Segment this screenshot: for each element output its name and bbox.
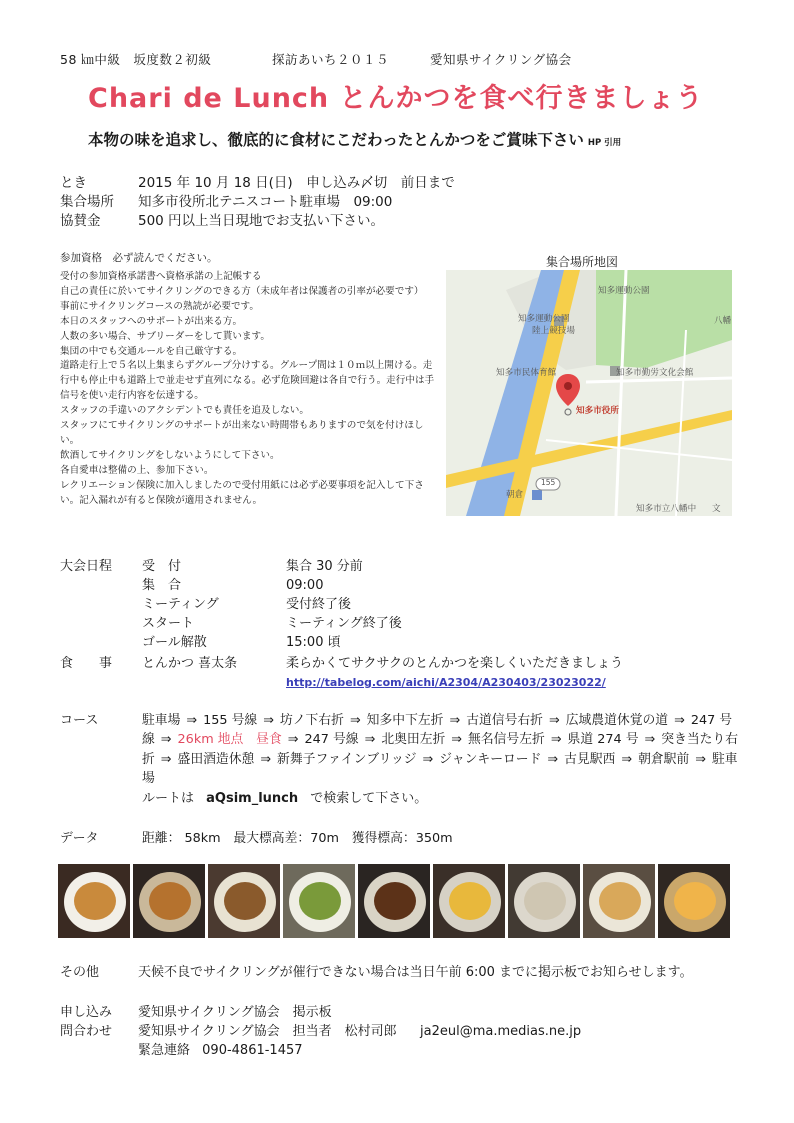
emergency-contact [138,1041,303,1060]
route-arrow-icon: ⇒ [260,751,272,767]
requirements-title: 参加資格 必ず読んでください。 [60,252,218,264]
food-shape [149,882,191,920]
course-stop: 県道 274 号 [567,732,639,748]
apply-label: 申し込み [60,1005,113,1020]
inquiry-contact: 愛知県サイクリング協会 担当者 松村司郎 [138,1024,397,1039]
requirement-item: レクリエーション保険に加入しましたので受付用紙には必ず必要事項を記入して下さい。記入漏れが有ると保険が適用されません。 [60,479,424,506]
schedule-detail: 受付終了後 [286,597,352,612]
info-value: 2015 年 10 月 18 日(日) 申し込み〆切 前日まで [138,175,455,191]
route-arrow-icon: ⇒ [364,732,376,748]
course-stop: 朝倉駅前 [638,751,690,767]
map-label-route: 155 [541,478,556,487]
other-label: その他 [60,965,100,980]
requirement-item: スタッフの手違いのアクシデントでも責任を追及しない。 [60,405,309,417]
subtitle-text: 本物の味を追求し、徹底的に食材にこだわったとんかつをご賞味下さい [88,131,584,149]
route-arrow-icon: ⇒ [160,732,172,748]
map-label-school: 知多市立八幡中 [636,504,697,514]
organizer: 愛知県サイクリング協会 [430,52,572,67]
route-prefix: ルートは [142,791,195,806]
map-label-station: 朝倉 [506,490,524,500]
emergency-label: 緊急連絡 [138,1043,191,1058]
requirement-item: 人数の多い場合、サブリーダーをして貰います。 [60,330,270,342]
food-photo-strip [58,864,730,938]
course-stop: 駐車場 [142,751,738,787]
egg-hamburg-photo [433,864,505,938]
meeting-place-map [446,270,732,516]
omelet-photo [658,864,730,938]
map-title: 集合場所地図 [546,255,619,269]
curry-bowl-photo [358,864,430,938]
map-label-city-hall: 知多市役所 [576,406,619,416]
route-arrow-icon: ⇒ [547,751,559,767]
route-arrow-icon: ⇒ [621,751,633,767]
map-graphic [446,270,732,516]
course-stop: 広域農道休覚の道 [565,713,669,728]
requirement-item: 本日のスタッフへのサポートが出来る方。 [60,315,243,327]
route-suffix: で検索して下さい。 [310,791,428,806]
requirement-item: スタッフにてサイクリングのサポートが出来ない時間帯もありますので気を付けほしい。 [60,420,424,446]
subtitle-source: HP 引用 [587,138,622,148]
map-label-stadium: 知多運動公園 [518,314,570,324]
info-fee [60,213,384,230]
course-stop: 北奥田左折 [381,732,446,748]
route-name: aQsim_lunch [206,791,299,806]
food-shape [524,882,566,920]
course-stop: 155 号線 [203,713,258,728]
contact-email[interactable]: ja2eul@ma.medias.ne.jp [420,1024,582,1039]
info-meeting-place [60,194,392,211]
schedule-detail: 集合 30 分前 [286,559,363,574]
food-shape [599,882,641,920]
food-shape [449,882,491,920]
event-series: 探訪あいち２０１５ [272,52,390,67]
schedule-detail: ミーティング終了後 [286,616,402,631]
route-arrow-icon: ⇒ [160,751,172,767]
apply-value: 愛知県サイクリング協会 掲示板 [138,1005,332,1020]
course-label: コース [60,713,99,728]
course-stats: 距離： 58km 最大標高差：70m 獲得標高：350m [142,831,453,846]
info-label: 協賛金 [60,213,101,229]
requirement-item: 各自愛車は整備の上、参加下さい。 [60,464,214,476]
route-arrow-icon: ⇒ [349,713,361,728]
gratin-photo [508,864,580,938]
map-label-stadium-2: 陸上競技場 [532,326,575,336]
katsu-plate-photo [58,864,130,938]
weather-notice: 天候不良でサイクリングが催行できない場合は当日午前 6:00 までに掲示板でお知らせします。 [138,965,693,980]
course-stop: 新舞子ファインブリッジ [277,751,417,767]
meal-place: とんかつ 喜太条 [142,656,238,671]
katsu-tray-photo [133,864,205,938]
info-value: 500 円以上当日現地でお支払い下さい。 [138,213,385,229]
food-shape [374,882,416,920]
route-search-hint [142,789,427,808]
event-level: 58 ㎞中級 坂度数２初級 [60,52,212,67]
info-value: 知多市役所北テニスコート駐車場 09:00 [138,194,393,210]
course-stop: 知多中下左折 [366,713,444,728]
schedule-detail: 15:00 頃 [286,635,341,650]
info-label: とき [60,175,87,191]
school-mark-icon: 文 [712,504,721,514]
data-label: データ [60,831,99,846]
requirement-item: 受付の参加資格承諾書へ資格承諾の上記帳する [60,271,262,282]
course-stop: 26km 地点 昼食 [177,732,282,748]
route-arrow-icon: ⇒ [674,713,685,728]
requirement-item: 道路走行上で５名以上集まらずグループ分けする。グループ間は１０ｍ以上開ける。走行中も停止中も道路上で並走せず直列になる。必ず危険回避は各自で行う。走行中は手信号を使い走行内容を伝達する。 [60,360,435,402]
schedule-detail: 09:00 [286,578,324,593]
food-shape [299,882,341,920]
course-stop: 247 号線 [142,713,733,748]
chicken-plate-photo [583,864,655,938]
meal-detail: 柔らかくてサクサクのとんかつを楽しくいただきましょう [286,656,623,671]
requirement-item: 事前にサイクリングコースの熟読が必要です。 [60,300,259,312]
inquiry-label: 問合わせ [60,1024,113,1039]
food-shape [74,882,116,920]
map-label-gym: 知多市民体育館 [496,368,557,378]
emergency-phone: 090-4861-1457 [202,1043,303,1058]
route-arrow-icon: ⇒ [550,732,562,748]
page-title: Chari de Lunch とんかつを食べ行きましょう [88,83,704,114]
route-arrow-icon: ⇒ [186,713,198,728]
meal-label: 食 事 [60,656,113,671]
schedule-item: 集 合 [142,578,182,593]
course-stop: ジャンキーロード [439,751,542,767]
route-arrow-icon: ⇒ [263,713,274,728]
food-shape [224,882,266,920]
salad-set-photo [283,864,355,938]
requirement-item: 飲酒してサイクリングをしないようにして下さい。 [60,449,280,461]
info-date [60,175,455,192]
course-stop: 古道信号右折 [466,713,543,728]
food-shape [674,882,716,920]
schedule-item: スタート [142,616,195,631]
requirement-item: 集団の中でも交通ルールを自己厳守する。 [60,345,243,357]
requirements-list [60,270,440,509]
info-label: 集合場所 [60,194,114,210]
schedule-item: ゴール解散 [142,635,207,650]
course-stop: 247 号線 [304,732,359,748]
course-stop: 盛田酒造休憩 [177,751,255,767]
route-arrow-icon: ⇒ [451,732,463,748]
course-stop: 古見駅西 [564,751,616,767]
course-stop: 突き当たり右折 [142,732,739,767]
schedule-item: 受 付 [142,559,182,574]
route-arrow-icon: ⇒ [287,732,299,748]
restaurant-link[interactable]: http://tabelog.com/aichi/A2304/A230403/23023022/ [286,676,606,689]
course-stop: 坊ノ下右折 [279,713,344,728]
schedule-label: 大会日程 [60,559,113,574]
route-arrow-icon: ⇒ [695,751,706,767]
map-label-edge: 八幡 [714,316,732,326]
course-stop: 駐車場 [142,713,181,728]
schedule-item: ミーティング [142,597,219,612]
route-arrow-icon: ⇒ [548,713,560,728]
route-arrow-icon: ⇒ [644,732,656,748]
route-arrow-icon: ⇒ [449,713,461,728]
route-arrow-icon: ⇒ [422,751,434,767]
map-label-park: 知多運動公園 [598,286,650,296]
course-route [142,711,742,789]
subtitle [88,128,621,150]
requirement-item: 自己の責任に於いてサイクリングのできる方（未成年者は保護者の引率が必要です） [60,285,424,297]
katsu-sandwich-photo [208,864,280,938]
course-stop: 無名信号左折 [468,732,545,748]
map-label-culture-hall: 知多市勤労文化会館 [616,368,694,378]
